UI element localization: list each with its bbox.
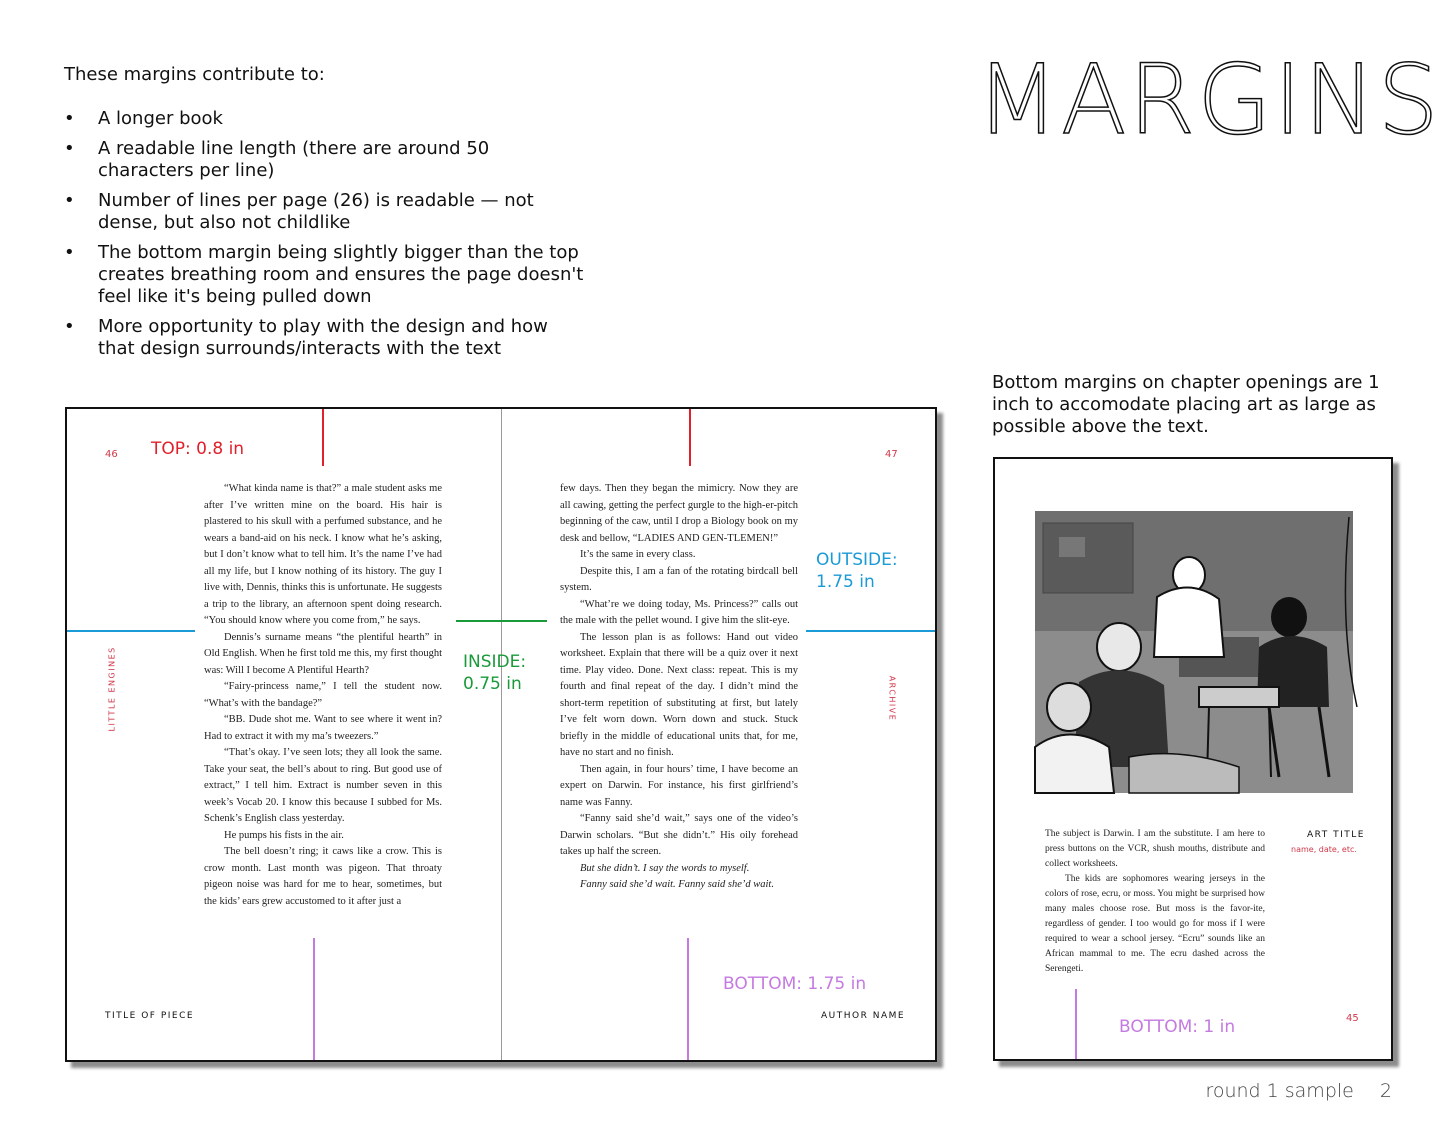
paragraph: But she didn’t. I say the words to myself. xyxy=(580,862,750,874)
footer-title: TITLE OF PIECE xyxy=(105,1011,195,1021)
paragraph: It’s the same in every class. xyxy=(580,549,696,560)
book-spread xyxy=(65,407,937,1062)
footer-author: AUTHOR NAME xyxy=(821,1011,906,1021)
left-running-head: LITTLE ENGINES xyxy=(107,646,117,732)
footer-label: round 1 sample xyxy=(1205,1080,1354,1102)
page-title: MARGINS xyxy=(976,44,1441,156)
right-page-number: 47 xyxy=(885,449,898,460)
right-page-text xyxy=(560,481,798,894)
paragraph: “What kinda name is that?” a male student asks me after I’ve written mine on the board. His hair is plastered to his skull with a perfumed substance, and he wears a band-aid on his neck. I know what he’s asking, but I don’t know what to tell him. It’s the name I’ve had all my life, but I know nothing of its history. The guy I live with, Dennis, thinks this is unfortunate. He suggests a trip to the library, an afternoon spent doing research. “You should know where you come from,” he says. xyxy=(204,483,442,626)
paragraph: “What’re we doing today, Ms. Princess?” calls out the male with the pellet wound. I give him the slit-eye. xyxy=(560,598,798,626)
paragraph: Fanny said she’d wait. Fanny said she’d wait. xyxy=(580,879,774,890)
top-margin-label: TOP: 0.8 in xyxy=(151,439,245,459)
top-margin-line-left xyxy=(322,409,324,466)
chapter-page xyxy=(993,457,1393,1061)
inside-margin-line xyxy=(456,620,547,622)
gutter-line xyxy=(501,409,502,1060)
chapter-bottom-label: BOTTOM: 1 in xyxy=(1119,1017,1236,1037)
bottom-margin-label: BOTTOM: 1.75 in xyxy=(723,974,867,994)
bottom-margin-line-right xyxy=(687,938,689,1060)
paragraph: Then again, in four hours’ time, I have become an expert on Darwin. For instance, his first girlfriend’s name was Fanny. xyxy=(560,763,798,808)
left-page-number: 46 xyxy=(105,449,118,460)
paragraph: “Fanny said she’d wait,” says one of the video’s Darwin scholars. “But she didn’t.” His oily forehead takes up half the screen. xyxy=(560,813,798,857)
art-caption: name, date, etc. xyxy=(1291,845,1357,854)
footer-page-number: 2 xyxy=(1379,1080,1392,1102)
paragraph: The lesson plan is as follows: Hand out video worksheet. Explain that there will be a quiz over it next time. Play video. Done. Next class: repeat. This is my fourth and final repeat of the day. I didn’t mind the short-term repetition of substituting at first, but lately I’ve felt worn down. Worn down and stuck. Stuck briefly in the middle of educational units that, for me, have no start and no finish. xyxy=(560,631,798,758)
chapter-page-number: 45 xyxy=(1346,1013,1359,1024)
outside-margin-label xyxy=(816,549,898,593)
top-margin-line-right xyxy=(689,409,691,466)
paragraph: The subject is Darwin. I am the substitute. I am here to press buttons on the VCR, shush mouths, distribute and collect worksheets. xyxy=(1045,829,1265,869)
side-note: Bottom margins on chapter openings are 1 inch to accomodate placing art as large as possible above the text. xyxy=(992,372,1380,437)
inside-label-line: INSIDE: xyxy=(463,652,527,672)
bullet-item: • A longer book xyxy=(64,108,584,130)
paragraph: The bell doesn’t ring; it caws like a crow. This is crow month. Last month was pigeon. That throaty pigeon noise was hard for me to hear, sometimes, but the kids’ ears grew accustomed to it after just a xyxy=(204,846,442,907)
slide-footer xyxy=(1205,1080,1392,1102)
bullet-item: • A readable line length (there are around 50 characters per line) xyxy=(64,138,584,182)
bottom-margin-line-left xyxy=(313,938,315,1060)
outside-margin-line-right xyxy=(806,630,935,632)
left-page-text xyxy=(204,481,442,910)
chapter-bottom-margin-line xyxy=(1075,989,1077,1059)
bullet-item: • More opportunity to play with the design and how that design surrounds/interacts with the text xyxy=(64,316,584,360)
outside-label-line: OUTSIDE: xyxy=(816,550,898,570)
chapter-text xyxy=(1045,827,1265,977)
paragraph: The kids are sophomores wearing jerseys in the colors of rose, ecru, or moss. You might be surprised how many males choose rose. But moss is the favor-ite, regardless of gender. I too would go for moss if I were required to wear a school jersey. “Ecru” sounds like an African mammal to me. The ecru dashed across the Serengeti. xyxy=(1045,874,1265,974)
paragraph: “That’s okay. I’ve seen lots; they all look the same. Take your seat, the bell’s about to ring. But good use of extract,” I tell him. Extract is number seven in this week’s Vocab 20. I know this because I subbed for Ms. Schenk’s English class yesterday. xyxy=(204,747,442,824)
paragraph: few days. Then they began the mimicry. Now they are all cawing, getting the perfect gurgle to the high-er-pitch beginning of the caw, until I drop a Biology book on my desk and bellow, “LADIES AND GEN-TLEMEN!” xyxy=(560,483,798,544)
outside-label-value: 1.75 in xyxy=(816,572,875,592)
intro-text: These margins contribute to: xyxy=(64,64,325,85)
paragraph: Despite this, I am a fan of the rotating birdcall bell system. xyxy=(560,565,798,593)
paragraph: “BB. Dude shot me. Want to see where it went in? Had to extract it with my ma’s tweezers.” xyxy=(204,714,442,742)
right-running-head: ARCHIVE xyxy=(887,675,897,722)
paragraph: He pumps his fists in the air. xyxy=(224,829,344,841)
art-title: ART TITLE xyxy=(1307,830,1365,840)
paragraph: Dennis’s surname means “the plentiful hearth” in Old English. When he first told me this, my first thought was: Will I become A Plentiful Hearth? xyxy=(204,631,442,676)
inside-margin-label xyxy=(463,651,526,695)
bullet-list xyxy=(64,108,584,368)
bullet-item: • The bottom margin being slightly bigger than the top creates breathing room and ensures the page doesn't feel like it's being pulled down xyxy=(64,242,584,308)
outside-margin-line-left xyxy=(67,630,195,632)
chapter-illustration xyxy=(1029,507,1359,799)
bullet-item: • Number of lines per page (26) is readable — not dense, but also not childlike xyxy=(64,190,584,234)
paragraph: “Fairy-princess name,” I tell the student now. “What’s with the bandage?” xyxy=(204,681,442,709)
inside-label-value: 0.75 in xyxy=(463,674,522,694)
